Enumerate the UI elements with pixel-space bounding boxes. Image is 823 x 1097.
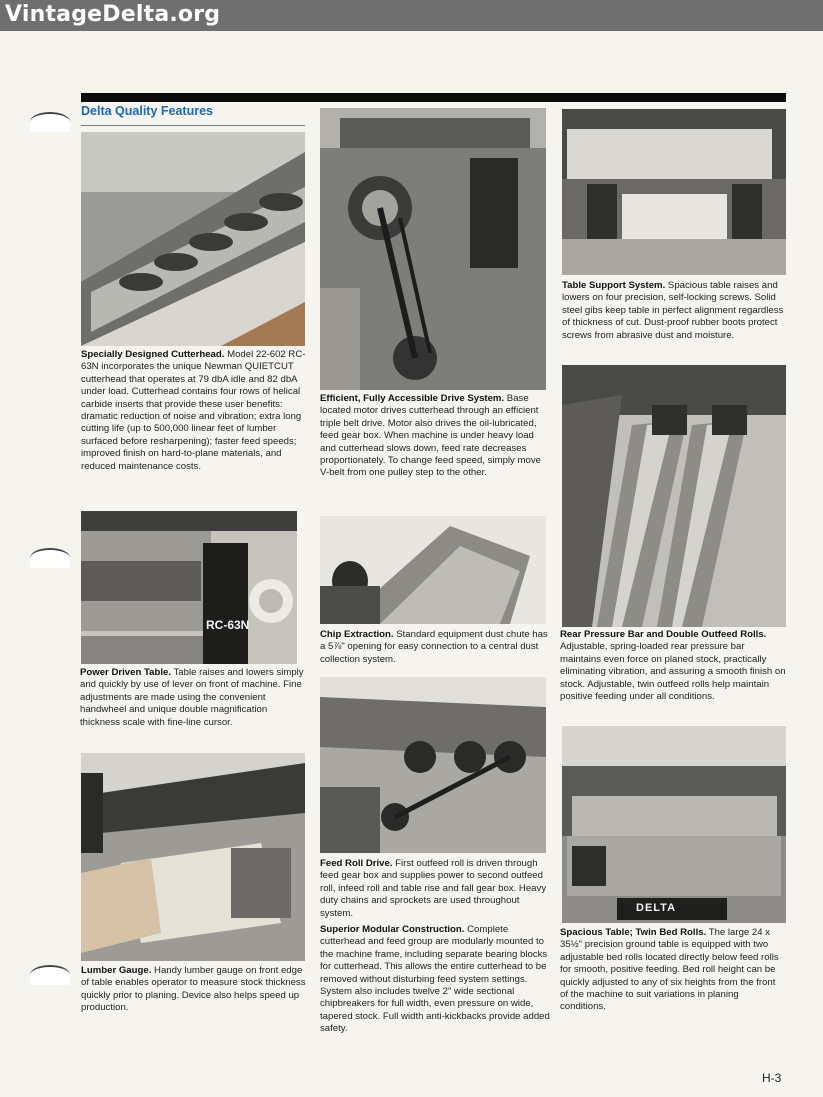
machine-label: RC-63N bbox=[206, 618, 250, 632]
drive-system-body: Base located motor drives cutterhead through an efficient triple belt drive. Motor also drives the oil-lubricated, feed gear box. When machine is under heavy load and cutterhead slows down, feed rate decreases proportionately. To change feed speed, simply move V-belt from one pulley step to the other. bbox=[320, 393, 541, 479]
modular-body: Complete cutterhead and feed group are modularly mounted to the machine frame, including separate bearing blocks for cutterhead. This allows the entire cutterhead to be removed without disturbing feed system settings. System also includes twelve 2" wide sectional chipbreakers for full width, even pressure on wide, tapered stock. Full width anti-kickbacks provide added safety. bbox=[320, 924, 550, 1035]
delta-brand-plate: DELTA bbox=[636, 902, 677, 914]
spacious-table-caption bbox=[560, 927, 786, 1014]
feed-roll-caption bbox=[320, 858, 550, 920]
power-table-caption bbox=[80, 667, 306, 729]
cutterhead-caption bbox=[81, 349, 307, 473]
rear-pressure-body: Adjustable, spring-loaded rear pressure bar maintains even force on planed stock, practically eliminating vibration, and assuring a smooth finish on stock. Adjustable, twin outfeed rolls help maintain positive feeding under all conditions. bbox=[560, 641, 786, 703]
drive-system-title: Efficient, Fully Accessible Drive System. bbox=[320, 393, 505, 404]
spacious-table-title: Spacious Table; Twin Bed Rolls. bbox=[560, 927, 707, 938]
feed-roll-title: Feed Roll Drive. bbox=[320, 858, 393, 869]
cutterhead-photo bbox=[81, 132, 305, 346]
power-table-photo bbox=[81, 511, 297, 664]
page-number: H-3 bbox=[762, 1071, 782, 1085]
lumber-gauge-body: Handy lumber gauge on front edge of table enables operator to measure stock thickness quickly prior to planing. Device also helps speed up production. bbox=[81, 965, 306, 1014]
site-banner-text: VintageDelta.org bbox=[5, 2, 221, 27]
table-support-title: Table Support System. bbox=[562, 280, 666, 291]
table-support-photo bbox=[562, 109, 786, 275]
spacious-table-body: The large 24 x 35½" precision ground table is equipped with two adjustable bed rolls located directly below feed rolls for smooth, positive feeding. Bed roll height can be quickly adjusted to any of six heights from the front of the machine to suit variations in planing conditions. bbox=[560, 927, 779, 1013]
rear-pressure-photo bbox=[562, 365, 786, 627]
rear-pressure-caption bbox=[560, 629, 788, 703]
feed-roll-body: First outfeed roll is driven through feed gear box and supplies power to second outfeed roll, infeed roll and table rise and fall gear box. Heavy duty chains and sprockets are used throughout system. bbox=[320, 858, 547, 919]
table-support-body: Spacious table raises and lowers on four precision, self-locking screws. Solid steel gibs keep table in perfect alignment regardless of thickness of cut. Dust-proof rubber boots protect screws from abrasive dust and moisture. bbox=[562, 280, 784, 341]
punch-hole-bottom bbox=[30, 965, 70, 985]
rear-pressure-title: Rear Pressure Bar and Double Outfeed Rolls. bbox=[560, 629, 767, 640]
punch-hole-top bbox=[30, 112, 70, 132]
site-banner bbox=[0, 0, 823, 31]
lumber-gauge-caption bbox=[81, 965, 307, 1015]
punch-hole-middle bbox=[30, 548, 70, 568]
power-table-body: Table raises and lowers simply and quickly by use of lever on front of machine. Fine adjustments are made using the convenient handwheel and unique double magnification thickness scale with fine-line cursor. bbox=[80, 667, 304, 728]
feed-roll-photo bbox=[320, 677, 546, 853]
lumber-gauge-title: Lumber Gauge. bbox=[81, 965, 152, 976]
power-table-title: Power Driven Table. bbox=[80, 667, 171, 678]
lumber-gauge-photo bbox=[81, 753, 305, 961]
cutterhead-body: Model 22-602 RC-63N incorporates the unique Newman QUIETCUT cutterhead that operates at 79 dbA idle and 82 dbA under load. Cutterhead contains four rows of helical carbide inserts that provide these user benefits: dramatic reduction of noise and vibration; extra long cutting life (up to 500,000 linear feet of lumber surfaced before resharpening); faster feed speeds; improved finish on hard-to-plane materials, and reduced maintenance costs. bbox=[81, 349, 306, 472]
modular-caption bbox=[320, 924, 550, 1036]
section-title: Delta Quality Features bbox=[81, 104, 213, 118]
section-title-rule bbox=[81, 125, 305, 126]
chip-extraction-caption bbox=[320, 629, 548, 666]
drive-system-photo bbox=[320, 108, 546, 390]
table-support-caption bbox=[562, 280, 786, 342]
drive-system-caption bbox=[320, 393, 550, 480]
chip-extraction-title: Chip Extraction. bbox=[320, 629, 394, 640]
spacious-table-photo bbox=[562, 726, 786, 923]
chip-extraction-photo bbox=[320, 516, 546, 624]
header-rule bbox=[81, 93, 786, 102]
cutterhead-title: Specially Designed Cutterhead. bbox=[81, 349, 225, 360]
chip-extraction-body: Standard equipment dust chute has a 5⅞" opening for easy connection to a central dust collection system. bbox=[320, 629, 548, 665]
modular-title: Superior Modular Construction. bbox=[320, 924, 465, 935]
